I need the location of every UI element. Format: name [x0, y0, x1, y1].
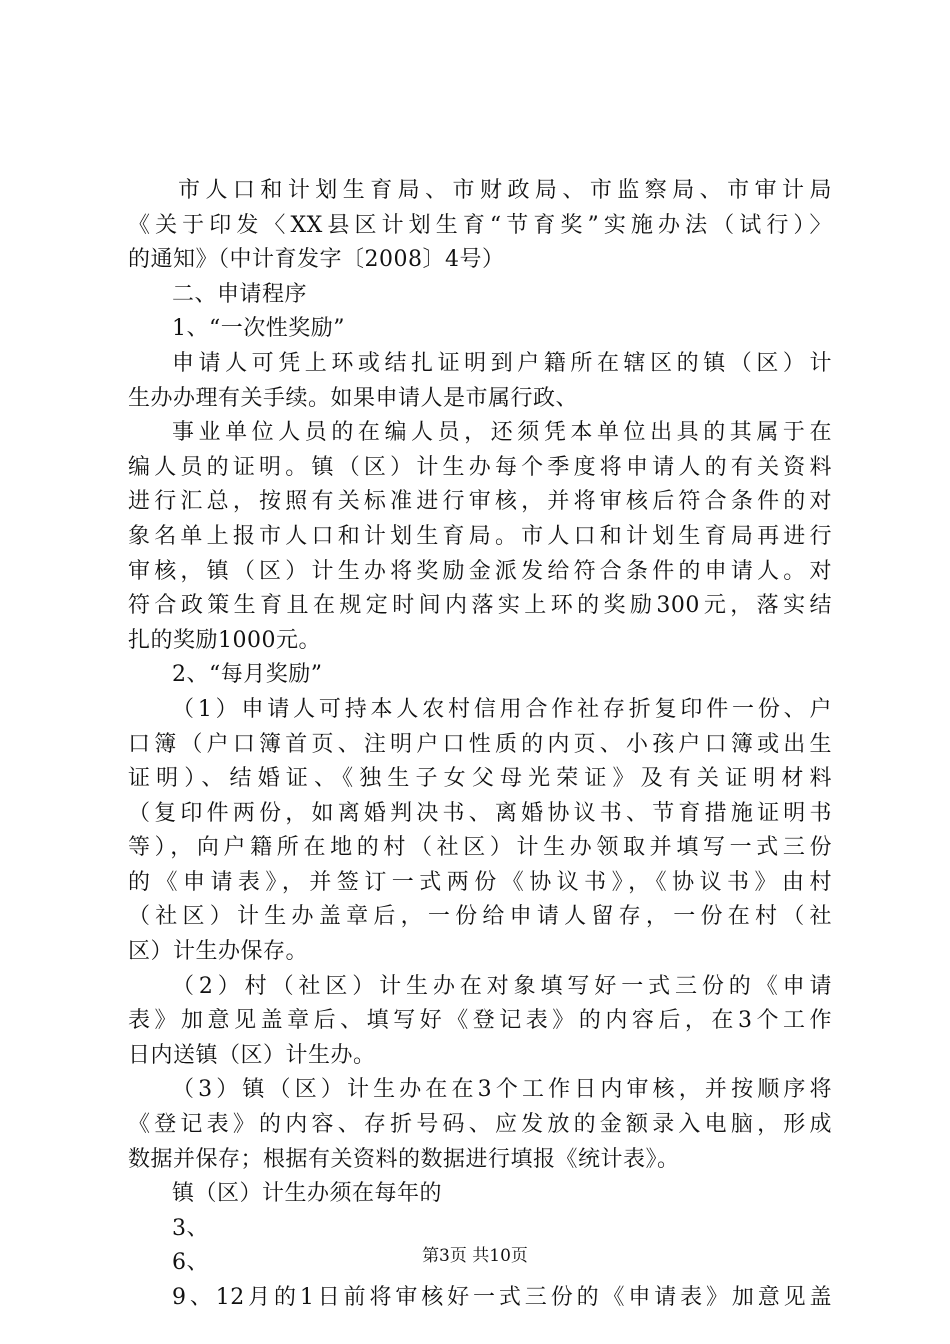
text-line: 3、 — [172, 1215, 209, 1241]
text-line: 区）计生办保存。 — [128, 939, 309, 965]
subsection-heading: 2、“每月奖励” — [172, 662, 323, 688]
text-line: 事业单位人员的在编人员，还须凭本单位出具的其属于在 — [172, 420, 832, 446]
text-line: （社区）计生办盖章后，一份给申请人留存，一份在村（社 — [128, 904, 832, 930]
text-line: （2）村（社区）计生办在对象填写好一式三份的《申请 — [172, 973, 832, 999]
text-line: 9、12月的1日前将审核好一式三份的《申请表》加意见盖 — [172, 1285, 832, 1310]
text-line: 数据并保存；根据有关资料的数据进行填报《统计表》。 — [128, 1146, 680, 1172]
text-line: 审核，镇（区）计生办将奖励金派发给符合条件的申请人。对 — [128, 558, 832, 584]
section-heading: 二、申请程序 — [172, 281, 308, 307]
text-line: 证明）、结婚证、《独生子女父母光荣证》及有关证明材料 — [128, 766, 832, 792]
text-line: 扎的奖励1000元。 — [128, 627, 321, 653]
text-line: 表》加意见盖章后、填写好《登记表》的内容后，在3个工作 — [128, 1008, 832, 1034]
document-body — [128, 174, 832, 1316]
text-line: 的通知》（中计育发字〔2008〕4号） — [128, 247, 505, 273]
text-line: 《关于印发〈XX县区计划生育“节育奖”实施办法（试行）〉 — [128, 212, 832, 238]
text-line: 镇（区）计生办须在每年的 — [172, 1181, 443, 1207]
text-line: 6、 — [172, 1250, 209, 1276]
text-line: 编人员的证明。镇（区）计生办每个季度将申请人的有关资料 — [128, 454, 832, 480]
text-line: 象名单上报市人口和计划生育局。市人口和计划生育局再进行 — [128, 523, 832, 549]
text-line: 口簿（户口簿首页、注明户口性质的内页、小孩户口簿或出生 — [128, 731, 832, 757]
subsection-heading: 1、“一次性奖励” — [172, 316, 345, 342]
text-line: 日内送镇（区）计生办。 — [128, 1042, 376, 1068]
text-line: 生办办理有关手续。如果申请人是市属行政、 — [128, 385, 579, 411]
text-line: 申请人可凭上环或结扎证明到户籍所在辖区的镇（区）计 — [172, 350, 832, 376]
text-line: （复印件两份，如离婚判决书、离婚协议书、节育措施证明书 — [128, 800, 832, 826]
text-line: 市人口和计划生育局、市财政局、市监察局、市审计局 — [178, 178, 832, 203]
text-line: 进行汇总，按照有关标准进行审核，并将审核后符合条件的对 — [128, 489, 832, 515]
text-line: （3）镇（区）计生办在在3个工作日内审核，并按顺序将 — [172, 1077, 832, 1103]
page-footer: 第3页 共10页 — [422, 1246, 528, 1266]
text-line: 等），向户籍所在地的村（社区）计生办领取并填写一式三份 — [128, 835, 832, 861]
text-line: 《登记表》的内容、存折号码、应发放的金额录入电脑，形成 — [128, 1112, 832, 1138]
text-line: 的《申请表》，并签订一式两份《协议书》，《协议书》由村 — [128, 869, 832, 895]
text-line: 符合政策生育且在规定时间内落实上环的奖励300元，落实结 — [128, 593, 832, 619]
text-line: （1）申请人可持本人农村信用合作社存折复印件一份、户 — [172, 696, 832, 722]
